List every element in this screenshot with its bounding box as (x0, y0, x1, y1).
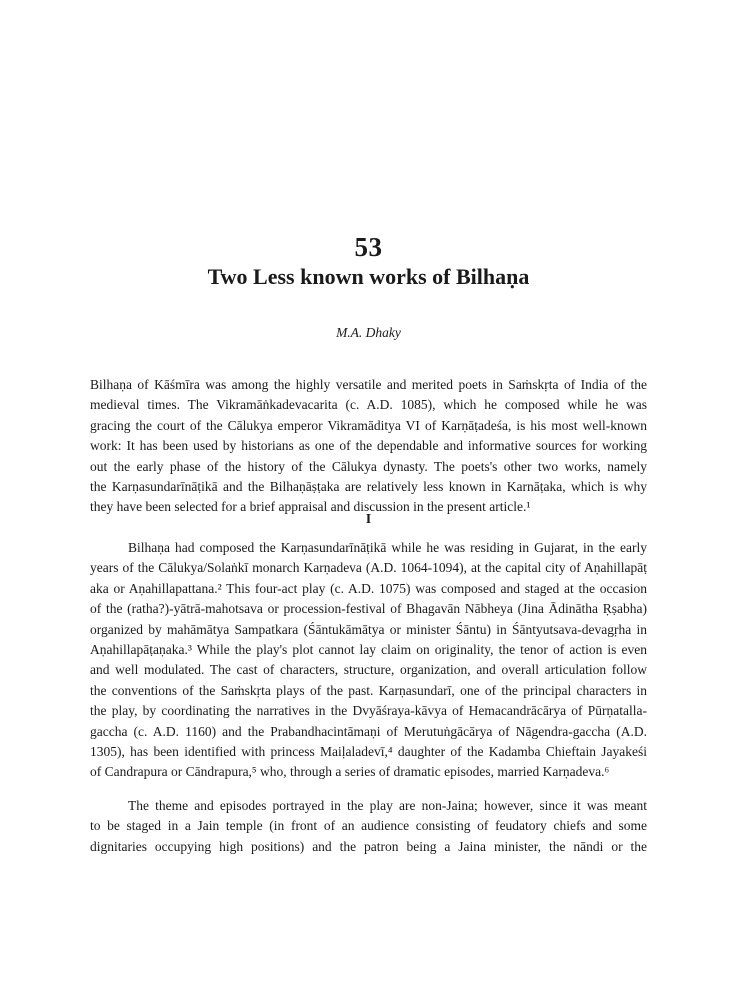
text-line: Bilhaṇa had composed the Karṇasundarīnāṭikā while he was residing in Gujarat, in the early (128, 540, 647, 555)
text-line: and well modulated. The cast of characters, structure, organization, and overall articulation follow (90, 662, 647, 678)
chapter-title: Two Less known works of Bilhaṇa (207, 264, 530, 289)
author-name: M.A. Dhaky (336, 325, 401, 340)
text-line: the play, by coordinating the narratives in the Dvyāśraya-kāvya of Hemacandrācārya of Pūrṇatalla- (90, 703, 647, 719)
text-line: the conventions of the Saṁskṛta plays of the past. Karṇasundarī, one of the principal characters in (90, 682, 647, 698)
paragraph-intro (90, 375, 647, 518)
text-line: the Karṇasundarīnāṭikā and the Bilhaṇāṣṭaka are relatively less known in Karnāṭaka, which is why (90, 479, 647, 495)
section-numeral: I (365, 512, 372, 527)
text-line: 1305), has been identified with princess Maiḷaladevī,⁴ daughter of the Kadamba Chieftain Jayakeśi (90, 744, 647, 760)
text-line: Aṇahillapāṭaṇaka.³ While the play's plot cannot lay claim on originality, the tenor of action is even (90, 642, 647, 658)
text-line: out the early phase of the history of the Cālukya dynasty. The poets's other two works, namely (90, 458, 647, 474)
text-line: The theme and episodes portrayed in the play are non-Jaina; however, since it was meant (128, 798, 647, 813)
text-line: gaccha (c. A.D. 1160) and the Prabandhacintāmaṇi of Merutuṅgācārya of Nāgendra-gaccha (A.D. (90, 723, 647, 739)
text-line: of the (ratha?)-yātrā-mahotsava or procession-festival of Bhagavān Nābheya (Jina Ādinātha Ṛṣabha) (90, 601, 647, 617)
text-line: Bilhaṇa of Kāśmīra was among the highly versatile and merited poets in Saṁskṛta of India of the (90, 377, 647, 392)
text-line: aka or Aṇahillapattana.² This four-act play (c. A.D. 1075) was composed and staged at the occasion (90, 580, 647, 596)
text-line: years of the Cālukya/Solaṅkī monarch Karṇadeva (A.D. 1064-1094), at the capital city of Aṇahillapāṭ (90, 560, 647, 576)
chapter-number: 53 (354, 232, 383, 262)
text-line: organized by mahāmātya Sampatkara (Śāntukāmātya or minister Śāntu) in Śāntyutsava-devagṛha in (90, 621, 647, 637)
text-line: to be staged in a Jain temple (in front of an audience consisting of feudatory chiefs and some (90, 818, 647, 834)
paragraph-section-one (90, 538, 647, 783)
text-line: work: It has been used by historians as one of the dependable and informative sources for working (90, 438, 647, 454)
text-line: of Candrapura or Cāndrapura,⁵ who, through a series of dramatic episodes, married Karṇadeva.⁶ (90, 764, 610, 780)
text-line: dignitaries occupying high positions) and the patron being a Jaina minister, the nāndi or the (90, 838, 647, 854)
paragraph-theme (90, 796, 647, 857)
text-line: they have been selected for a brief appraisal and discussion in the present article.¹ (90, 499, 531, 515)
text-line: gracing the court of the Cālukya emperor Vikramāditya VI of Karṇāṭadeśa, is his most well-known (90, 417, 647, 433)
text-line: medieval times. The Vikramāṅkadevacarita (c. A.D. 1085), which he composed while he was (90, 397, 647, 413)
